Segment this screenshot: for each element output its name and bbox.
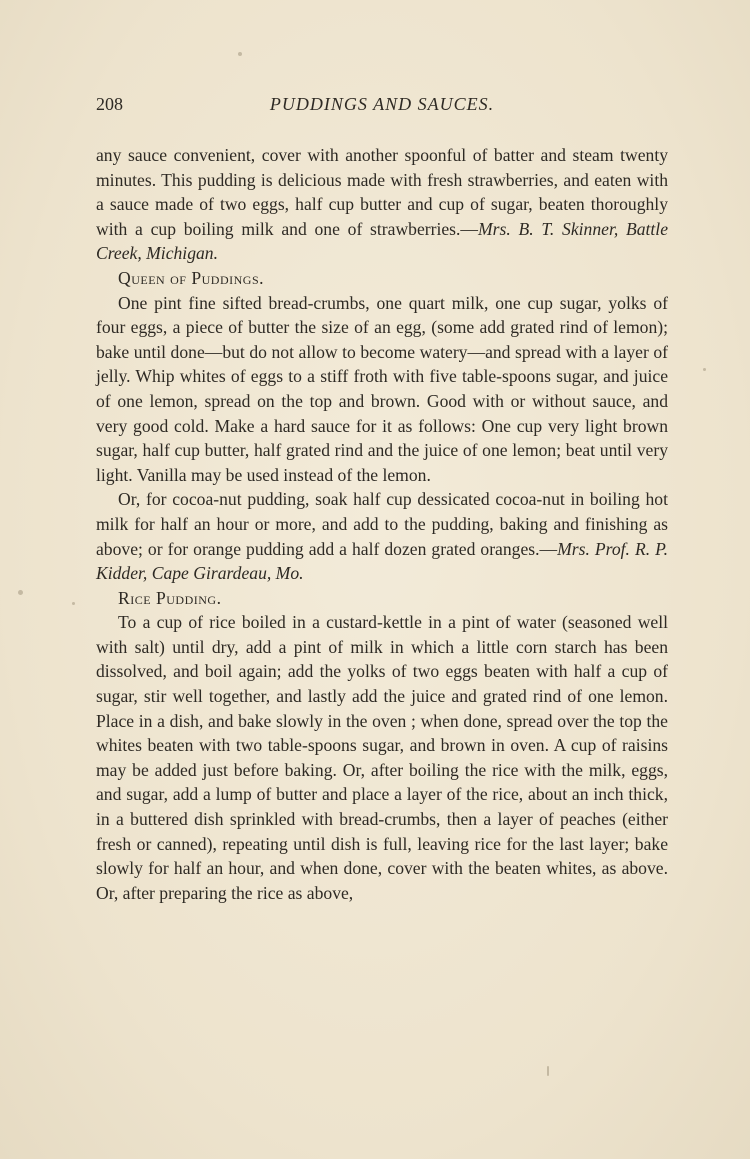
recipe-attribution: Mrs. Prof. R. P. Kidder, Cape Girardeau, Mo. — [96, 538, 669, 584]
paragraph-rice-pudding: To a cup of rice boiled in a custard-kettle in a pint of water (seasoned well with salt) until dry, add a pint of milk in which a little corn starch has been dissolved, and boil again; add the yolks of two eggs beaten with half a cup of sugar, stir well together, and lastly add the juice and grated rind of one lemon. Place in a dish, and bake slowly in the oven ; when done, spread over the top the whites beaten with two table-spoons sugar, and brown in oven. A cup of raisins may be added just before baking. Or, after boiling the rice with the milk, eggs, and sugar, add a lump of butter and place a layer of the rice, about an inch thick, in a buttered dish sprinkled with bread-crumbs, then a layer of peaches (either fresh or canned), repeating until dish is full, leaving rice for the last layer; bake slowly for half an hour, and when done, cover with the beaten whites, as above. Or, after preparing the rice as above, — [96, 612, 668, 903]
paper-speck — [18, 590, 23, 595]
page-number: 208 — [96, 94, 123, 114]
recipe-heading-rice-pudding: Rice Pudding. — [118, 587, 222, 608]
page-header — [96, 94, 668, 118]
paragraph-continued — [96, 143, 668, 266]
page-body — [96, 143, 668, 905]
paragraph-cocoa-nut-variation — [96, 487, 668, 585]
recipe-attribution: Mrs. B. T. Skinner, Battle Creek, Michigan. — [96, 218, 669, 264]
paragraph-queen-of-puddings: One pint fine sifted bread-crumbs, one quart milk, one cup sugar, yolks of four eggs, a piece of butter the size of an egg, (some add grated rind of lemon); bake until done—but do not allow to become watery—and spread with a layer of jelly. Whip whites of eggs to a stiff froth with five table-spoons sugar, and juice of one lemon, spread on the top and brown. Good with or without sauce, and very good cold. Make a hard sauce for it as follows: One cup very light brown sugar, half cup butter, half grated rind and the juice of one lemon; beat until very light. Vanilla may be used instead of the lemon. — [96, 292, 668, 485]
paper-speck — [547, 1066, 549, 1076]
paper-speck — [703, 368, 706, 371]
recipe-heading-queen-of-puddings: Queen of Puddings. — [118, 267, 265, 288]
paper-speck — [238, 52, 242, 56]
paragraph-text: any sauce convenient, cover with another spoonful of batter and steam twenty minutes. This pudding is delicious made with fresh strawberries, and eaten with a sauce made of two eggs, half cup butter and cup of sugar, beaten thoroughly with a cup boiling milk and one of strawberries.— — [96, 145, 668, 239]
running-title: PUDDINGS AND SAUCES. — [269, 94, 495, 114]
paper-speck — [72, 602, 75, 605]
paragraph-text: Or, for cocoa-nut pudding, soak half cup dessicated cocoa-nut in boiling hot milk for half an hour or more, and add to the pudding, baking and finishing as above; or for orange pudding add a half dozen grated oranges.— — [96, 489, 668, 559]
